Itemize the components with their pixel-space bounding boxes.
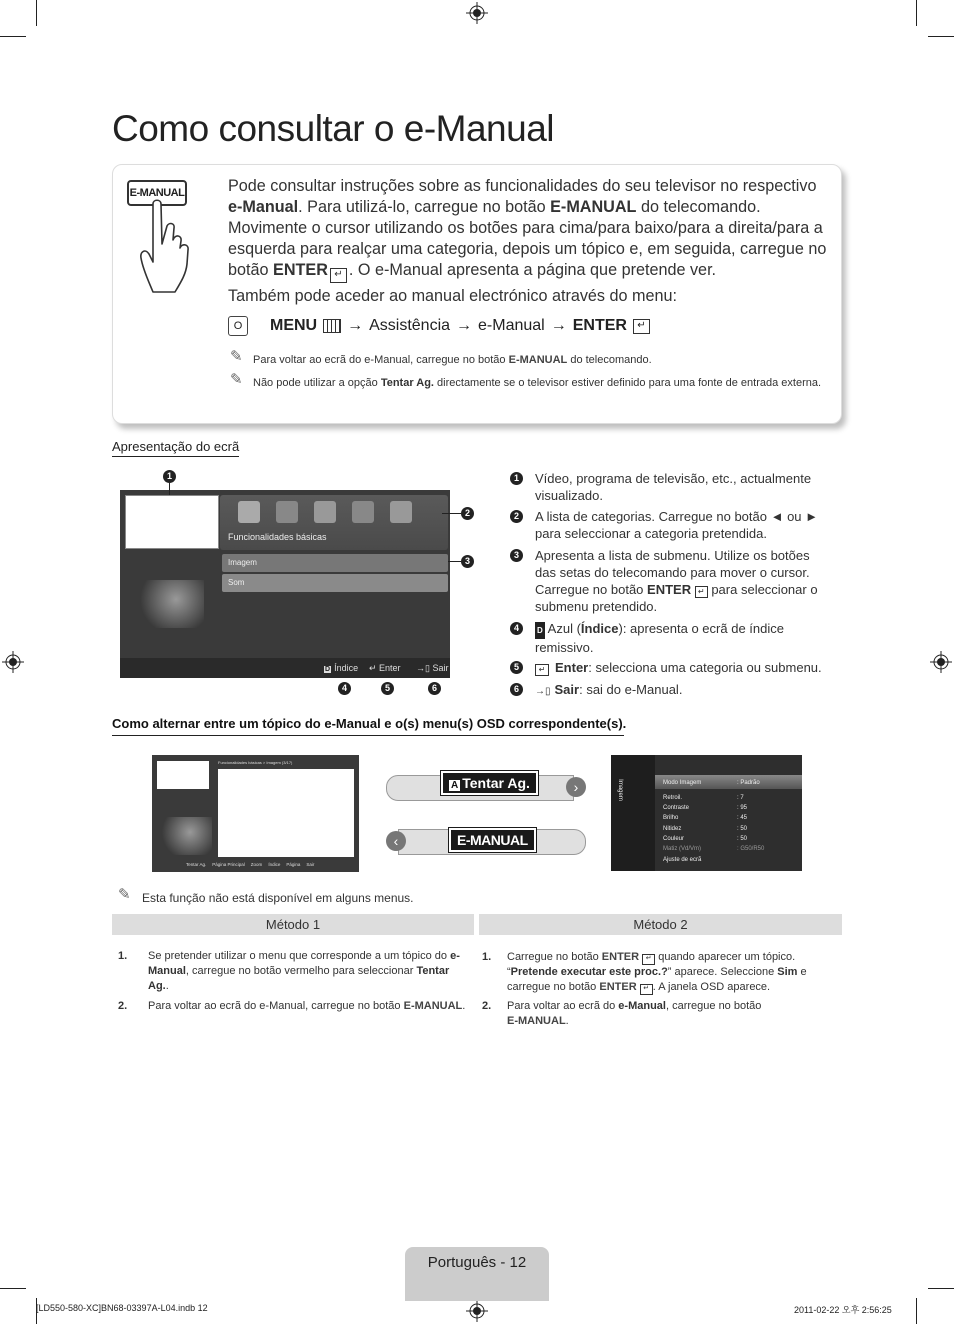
enter-shortcut[interactable]: ↵ Enter bbox=[369, 663, 401, 673]
topic-bottom-bar bbox=[186, 862, 314, 867]
print-slug-right: 2011-02-22 오후 2:56:25 bbox=[794, 1305, 892, 1315]
page-shortcut[interactable]: Página bbox=[286, 862, 301, 867]
emanual-topic-screen bbox=[152, 755, 359, 872]
legend-item-4: 4 D Azul (Índice): apresenta o ecrã de índice remissivo. bbox=[510, 620, 830, 656]
pencil-note-icon: ✎ bbox=[118, 886, 131, 903]
exit-icon: →▯ bbox=[416, 663, 433, 673]
emanual-screen bbox=[120, 490, 450, 678]
registration-mark-icon bbox=[466, 2, 488, 24]
enter-icon: ↵ bbox=[369, 663, 380, 673]
menu-grid-icon bbox=[323, 319, 341, 333]
osd-row-label: Matiz (Vd/Vm) bbox=[663, 846, 702, 852]
d-key-icon: D bbox=[535, 622, 545, 639]
topic-header: Funcionalidades básicas > Imagem (3/17) bbox=[218, 760, 293, 765]
registration-mark-icon bbox=[930, 651, 952, 673]
method-2-header: Método 2 bbox=[479, 914, 842, 935]
video-window bbox=[157, 761, 209, 789]
enter-icon: ↵ bbox=[535, 664, 549, 676]
category-icon bbox=[352, 501, 374, 523]
category-icons bbox=[238, 501, 438, 525]
osd-picture-menu bbox=[611, 755, 802, 871]
osd-row-label: Modo Imagem bbox=[663, 780, 702, 786]
callout-line bbox=[442, 513, 461, 514]
osd-row-value: : 50 bbox=[737, 826, 748, 832]
a-key-icon: A bbox=[451, 780, 459, 791]
method-2-step-2: 2. Para voltar ao ecrã do e-Manual, carregue no botão E-MANUAL. bbox=[482, 1000, 762, 1027]
try-now-button[interactable]: A Tentar Ag. bbox=[441, 771, 538, 795]
category-icon bbox=[238, 501, 260, 523]
page-title: Como consultar o e-Manual bbox=[112, 108, 554, 149]
arrow-left-icon: ‹ bbox=[386, 831, 406, 851]
legend-item-1: 1 Vídeo, programa de televisão, etc., actualmente visualizado. bbox=[510, 470, 830, 504]
page-number: Português - 12 bbox=[427, 1254, 527, 1271]
callout-5: 5 bbox=[381, 682, 394, 695]
osd-row-value: : 7 bbox=[737, 795, 744, 801]
category-icon bbox=[314, 501, 336, 523]
decorative-graphic bbox=[134, 580, 204, 628]
hand-pointer-icon bbox=[135, 196, 205, 296]
menu-path: O MENU → Assistência → e-Manual → ENTER ↵ bbox=[228, 316, 650, 336]
note-1: Para voltar ao ecrã do e-Manual, carregue no botão E-MANUAL do telecomando. bbox=[253, 354, 652, 366]
emanual-button[interactable]: E-MANUAL bbox=[449, 828, 536, 852]
screen-section-title: Apresentação do ecrã bbox=[112, 439, 239, 457]
method-1-header: Método 1 bbox=[112, 914, 474, 935]
decorative-graphic bbox=[157, 817, 212, 855]
method-1-step-1: 1. Se pretender utilizar o menu que corresponde a um tópico do e-Manual, carregue no botão vermelho para seleccionar Tentar Ag.. bbox=[118, 950, 460, 992]
callout-line bbox=[448, 561, 461, 562]
method-2-step-1: 1. Carregue no botão ENTER ↵ quando aparecer um tópico. “Pretende executar este proc.?” aparece. Seleccione Sim e carregue no botão ENTER ↵ . A janela OSD aparece. bbox=[482, 951, 807, 993]
submenu-item-imagem[interactable]: Imagem bbox=[222, 554, 448, 572]
callout-line bbox=[169, 483, 170, 495]
note-o-icon: O bbox=[228, 316, 248, 336]
category-icon bbox=[390, 501, 412, 523]
osd-row-value: : 45 bbox=[737, 815, 748, 821]
osd-row-label: Couleur bbox=[663, 836, 685, 842]
legend-item-2: 2 A lista de categorias. Carregue no botão ◄ ou ► para seleccionar a categoria pretendida. bbox=[510, 508, 830, 542]
osd-sidebar bbox=[611, 755, 655, 871]
zoom-shortcut[interactable]: Zoom bbox=[250, 862, 263, 867]
enter-icon: ↵ bbox=[695, 586, 708, 598]
osd-row-value: : Padrão bbox=[737, 780, 760, 786]
osd-row-label: Nitidez bbox=[663, 826, 682, 832]
pencil-note-icon: ✎ bbox=[230, 371, 243, 388]
exit-shortcut[interactable]: →▯ Sair bbox=[416, 663, 449, 673]
osd-row-value: : 50 bbox=[737, 836, 748, 842]
emanual-remote-button: E-MANUAL bbox=[127, 180, 187, 206]
callout-4: 4 bbox=[338, 682, 351, 695]
tv-bottom-bar bbox=[120, 658, 450, 678]
note-2: Não pode utilizar a opção Tentar Ag. directamente se o televisor estiver definido para uma fonte de entrada externa. bbox=[253, 377, 822, 389]
note-3: Esta função não está disponível em alguns menus. bbox=[142, 891, 414, 905]
try-now-shortcut[interactable]: Tentar Ag. bbox=[186, 862, 207, 867]
registration-mark-icon bbox=[466, 1300, 488, 1322]
print-slug-left: [LD550-580-XC]BN68-03397A-L04.indb 12 bbox=[36, 1303, 208, 1313]
pencil-note-icon: ✎ bbox=[230, 348, 243, 365]
callout-6: 6 bbox=[428, 682, 441, 695]
enter-icon: ↵ bbox=[633, 319, 650, 334]
video-window bbox=[125, 495, 219, 549]
osd-row-label: Brilho bbox=[663, 815, 679, 821]
legend-item-3: 3 Apresenta a lista de submenu. Utilize os botões das setas do telecomando para mover o cursor. Carregue no botão ENTER ↵ para seleccionar o submenu pretendido. bbox=[510, 547, 830, 615]
registration-mark-icon bbox=[2, 651, 24, 673]
callout-2: 2 bbox=[461, 507, 474, 520]
section-rule bbox=[112, 735, 624, 736]
exit-icon: →▯ bbox=[535, 686, 551, 697]
osd-row-label: Retroil. bbox=[663, 795, 683, 801]
switch-section-title: Como alternar entre um tópico do e-Manual e o(s) menu(s) OSD correspondente(s). bbox=[112, 716, 627, 731]
osd-row-value: : G50/R50 bbox=[737, 846, 765, 852]
osd-row-label: Ajuste de ecrã bbox=[663, 857, 702, 863]
osd-side-label: Imagem bbox=[616, 779, 623, 801]
exit-shortcut[interactable]: Sair bbox=[306, 862, 315, 867]
d-key-icon: D bbox=[325, 666, 331, 673]
legend-item-6: 6 →▯ Sair: sai do e-Manual. bbox=[510, 681, 830, 700]
legend-item-5: 5 ↵ Enter: selecciona uma categoria ou submenu. bbox=[510, 659, 830, 676]
category-label: Funcionalidades básicas bbox=[228, 532, 327, 542]
enter-icon: ↵ bbox=[640, 984, 653, 995]
index-shortcut[interactable]: D Índice bbox=[325, 663, 359, 673]
category-icon bbox=[276, 501, 298, 523]
enter-icon: ↵ bbox=[642, 954, 655, 965]
enter-icon: ↵ bbox=[330, 268, 347, 283]
method-1-step-2: 2. Para voltar ao ecrã do e-Manual, carregue no botão E-MANUAL. bbox=[118, 1000, 466, 1012]
callout-1: 1 bbox=[163, 470, 176, 483]
submenu-item-som[interactable]: Som bbox=[222, 574, 448, 592]
topic-content bbox=[218, 769, 354, 857]
index-shortcut[interactable]: Índice bbox=[268, 862, 281, 867]
category-list bbox=[220, 495, 448, 550]
intro-text: Pode consultar instruções sobre as funcionalidades do seu televisor no respectivo e-Manual. Para utilizá-lo, carregue no botão E-MANUAL do telecomando. Movimente o cursor utilizando os botões para cima/para baixo/para a direita/para a esquerda para realçar uma categoria, depois um tópico e, em seguida, carregue no botão ENTER ↵ . O e-Manual apresenta a página que pretende ver. Também pode aceder ao manual electrónico através do menu: bbox=[228, 177, 827, 305]
callout-3: 3 bbox=[461, 555, 474, 568]
arrow-right-icon: › bbox=[566, 777, 586, 797]
osd-row-label: Contraste bbox=[663, 805, 690, 811]
home-shortcut[interactable]: Página Principal bbox=[212, 862, 245, 867]
osd-row-value: : 95 bbox=[737, 805, 748, 811]
